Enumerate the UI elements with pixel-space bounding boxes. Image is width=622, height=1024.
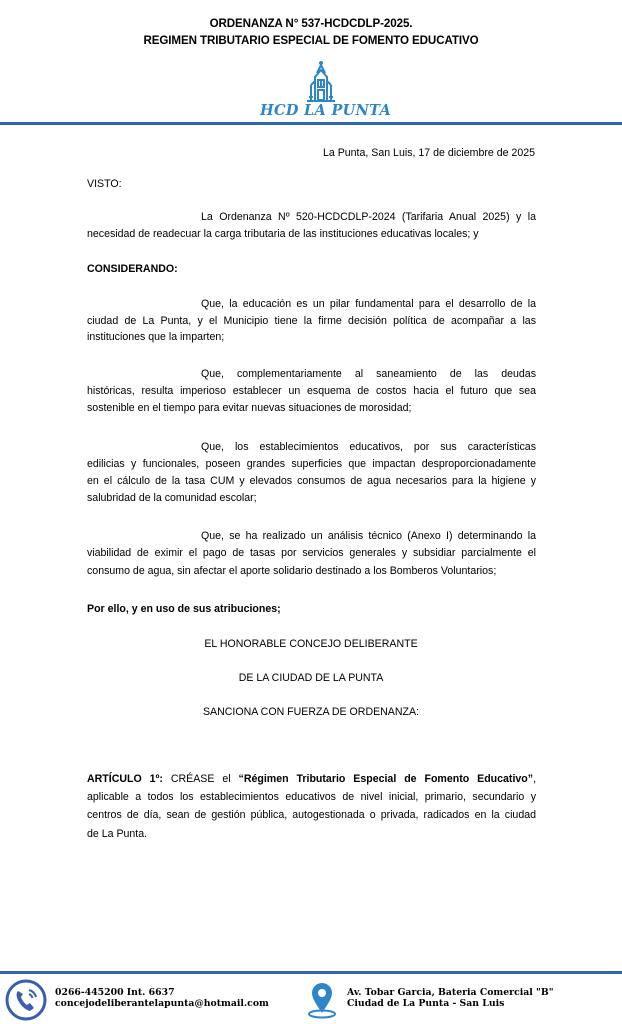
considerando-paragraph: Que, se ha realizado un análisis técnico (Anexo I) determinando la [201,530,536,542]
header-divider [0,122,622,125]
considerando-paragraph: históricas, resulta imperioso establecer un esquema de costos hacia el futuro que sea [87,385,536,397]
considerando-paragraph: ciudad de La Punta, y el Municipio tiene la firme decisión política de acompañar a las [87,315,536,327]
article-1-regime-name: “Régimen Tributario Especial de Fomento Educativo” [238,773,534,785]
council-city: DE LA CIUDAD DE LA PUNTA [238,672,384,684]
location-pin-icon [304,979,340,1019]
visto-text: necesidad de readecuar la carga tributaria de las instituciones educativas locales; y [87,228,479,240]
visto-text: La Ordenanza Nº 520-HCDCDLP-2024 (Tarifaria Anual 2025) y la [201,211,536,223]
considerando-paragraph: en el cálculo de la tasa CUM y elevados consumos de agua necesarios para la higiene y [87,475,536,487]
document-title: ORDENANZA N° 537-HCDCDLP-2025. [209,17,413,30]
article-1-text: centros de día, sean de gestión pública, autogestionada o privada, radicados en la ciudad [87,809,536,821]
considerando-paragraph: Que, complementariamente al saneamiento de las deudas [201,368,536,380]
considerando-paragraph: Que, la educación es un pilar fundamental para el desarrollo de la [201,298,536,310]
article-1-text: aplicable a todos los establecimientos educativos de nivel inicial, primario, secundario y [87,791,536,803]
considerando-paragraph: sostenible en el tiempo para evitar nuevas situaciones de morosidad; [87,402,412,414]
footer-email[interactable]: concejodeliberantelapunta@hotmail.com [55,998,269,1009]
footer-phone: 0266-445200 Int. 6637 [55,987,175,998]
article-1-label: ARTÍCULO 1º: [87,773,163,785]
considerando-paragraph: edilicias y funcionales, poseen grandes superficies que impactan desproporcionadamente [87,458,536,470]
sanction-text: SANCIONA CON FUERZA DE ORDENANZA: [202,706,420,718]
article-1-text [87,772,536,787]
footer-address-line1: Av. Tobar Garcia, Bateria Comercial "B" [347,987,554,998]
footer-divider [0,971,622,974]
logo-text: HCD LA PUNTA [259,102,391,119]
article-1-text: de La Punta. [87,828,148,840]
considerando-paragraph: salubridad de la comunidad escolar; [87,492,257,504]
por-ello-text: Por ello, y en uso de sus atribuciones; [87,603,281,615]
considerando-paragraph: consumo de agua, sin afectar el aporte solidario destinado a los Bomberos Voluntarios; [87,565,497,577]
considerando-paragraph: viabilidad de eximir el pago de tasas por servicios generales y subsidiar parcialmente el [87,547,536,559]
article-1-text-part: , [533,773,537,785]
document-date: La Punta, San Luis, 17 de diciembre de 2025 [322,147,535,159]
visto-heading: VISTO: [87,178,122,190]
phone-icon [4,978,48,1022]
article-1-text-part: CRÉASE el [162,773,239,785]
council-name: EL HONORABLE CONCEJO DELIBERANTE [204,638,418,650]
footer-address-line2: Ciudad de La Punta - San Luis [347,998,505,1009]
considerando-paragraph: instituciones que la imparten; [87,331,225,343]
considerando-paragraph: Que, los establecimientos educativos, por sus características [201,441,536,453]
document-subtitle: REGIMEN TRIBUTARIO ESPECIAL DE FOMENTO EDUCATIVO [143,34,479,47]
considerando-heading: CONSIDERANDO: [87,263,178,275]
